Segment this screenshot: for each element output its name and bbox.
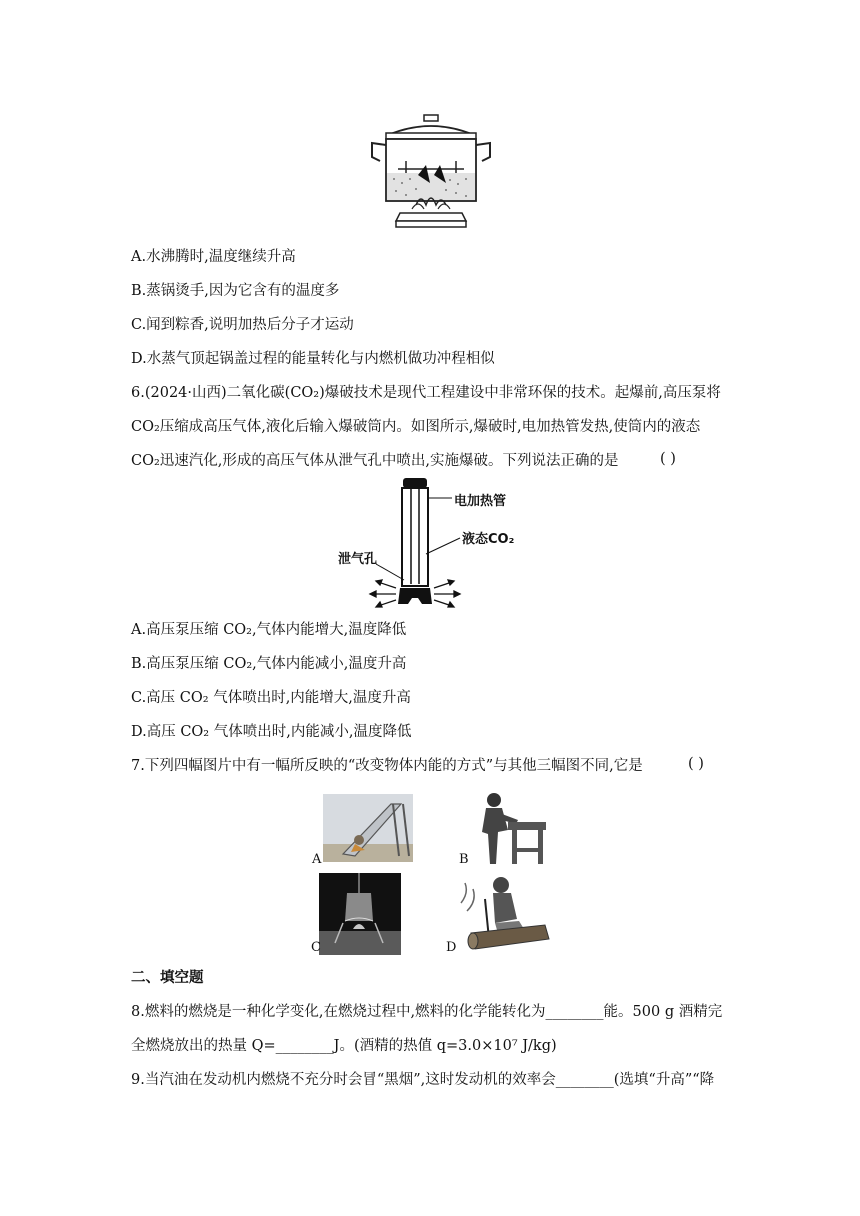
- section-2-title: 二、填空题: [131, 970, 204, 986]
- vent-hole-label: 泄气孔: [338, 552, 378, 567]
- heater-tube-label: 电加热管: [454, 494, 507, 509]
- woodworking-image: [468, 790, 554, 866]
- q8-line-1: 8.燃料的燃烧是一种化学变化,在燃烧过程中,燃料的化学能转化为________能。500 g 酒精完: [131, 1004, 723, 1020]
- blasting-tube-figure: [330, 476, 540, 616]
- q6-option-a: A.高压泵压缩 CO₂,气体内能增大,温度降低: [131, 622, 407, 638]
- q7-image-letter-c: C: [311, 940, 321, 955]
- q7-stem: 7.下列四幅图片中有一幅所反映的“改变物体内能的方式”与其他三幅图不同,它是: [131, 758, 643, 774]
- q6-stem-line-2: CO₂压缩成高压气体,液化后输入爆破筒内。如图所示,爆破时,电加热管发热,使筒内的液态: [131, 419, 701, 435]
- q6-option-c: C.高压 CO₂ 气体喷出时,内能增大,温度升高: [131, 690, 411, 706]
- q9-line-1: 9.当汽油在发动机内燃烧不充分时会冒“黑烟”,这时发动机的效率会________(选填“升高”“降: [131, 1072, 715, 1088]
- steamer-figure: [366, 113, 496, 231]
- q7-image-letter-d: D: [446, 940, 457, 955]
- q7-answer-paren: ( ): [688, 756, 704, 772]
- q7-image-letter-a: A: [312, 852, 322, 867]
- q6-stem-line-1: 6.(2024·山西)二氧化碳(CO₂)爆破技术是现代工程建设中非常环保的技术。起爆前,高压泵将: [131, 385, 721, 401]
- q7-image-letter-b: B: [459, 852, 469, 867]
- q5-option-b: B.蒸锅烫手,因为它含有的温度多: [131, 283, 340, 299]
- q5-option-a: A.水沸腾时,温度继续升高: [131, 249, 296, 265]
- fire-drill-image: [455, 873, 551, 953]
- q6-answer-paren: ( ): [660, 451, 676, 467]
- q6-option-b: B.高压泵压缩 CO₂,气体内能减小,温度升高: [131, 656, 407, 672]
- q5-option-c: C.闻到粽香,说明加热后分子才运动: [131, 317, 354, 333]
- liquid-co2-label: 液态CO₂: [462, 532, 515, 547]
- q6-stem-line-3: CO₂迅速汽化,形成的高压气体从泄气孔中喷出,实施爆破。下列说法正确的是: [131, 453, 619, 469]
- stove-pot-image: [319, 873, 401, 955]
- q5-option-d: D.水蒸气顶起锅盖过程的能量转化与内燃机做功冲程相似: [131, 351, 495, 367]
- q8-line-2: 全燃烧放出的热量 Q=________J。(酒精的热值 q=3.0×10⁷ J/kg): [131, 1038, 557, 1054]
- slide-image: [323, 794, 413, 862]
- q6-option-d: D.高压 CO₂ 气体喷出时,内能减小,温度降低: [131, 724, 412, 740]
